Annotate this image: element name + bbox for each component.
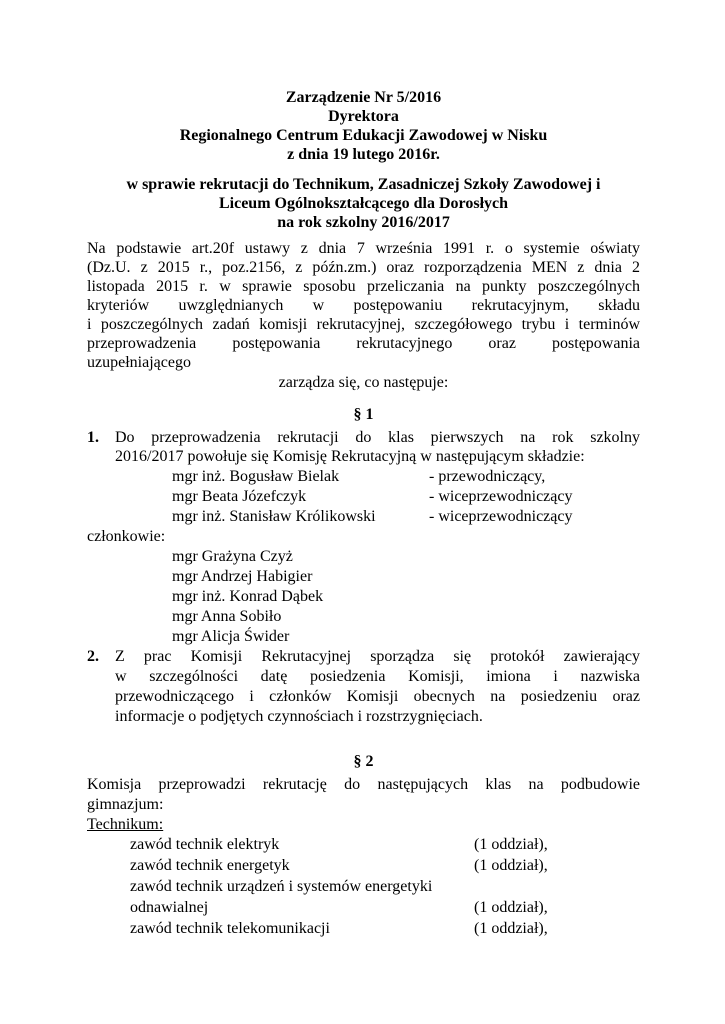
board-member xyxy=(87,467,640,487)
class-count: (1 oddział), xyxy=(474,836,548,853)
document-page xyxy=(87,0,640,940)
board-member-name: mgr inż. Bogusław Bielak xyxy=(172,468,340,485)
board-member xyxy=(87,487,640,507)
intro-line: uzupełniającego xyxy=(87,354,191,371)
item-line: Do przeprowadzenia rekrutacji do klas pierwszych na rok szkolny xyxy=(115,429,640,446)
class-name: zawód technik telekomunikacji xyxy=(130,920,330,937)
school-type-label: Technikum: xyxy=(87,816,164,833)
document-subject xyxy=(87,175,640,232)
item-line: informacje o podjętych czynnościach i rozstrzygnięciach. xyxy=(115,708,483,725)
commission-members xyxy=(87,547,640,647)
section-2-line: gimnazjum: xyxy=(87,796,164,813)
intro-line: listopada 2015 r. w sprawie sposobu przeliczania na punkty poszczególnych xyxy=(87,278,640,295)
commission-member: mgr Grażyna Czyż xyxy=(172,548,293,565)
board-member-role: - wiceprzewodniczący xyxy=(429,488,573,505)
section-1-item-1 xyxy=(87,428,640,466)
class-name: zawód technik elektryk xyxy=(130,836,280,853)
item-line: w szczególności datę posiedzenia Komisji, imiona i nazwiska xyxy=(115,668,640,685)
class-entry xyxy=(87,877,640,898)
section-2-title: § 2 xyxy=(353,753,374,770)
section-2-intro xyxy=(87,775,640,815)
section-2-line: Komisja przeprowadzi rekrutację do następujących klas na podbudowie xyxy=(87,776,640,793)
document-header xyxy=(87,88,640,164)
class-name: zawód technik urządzeń i systemów energetyki xyxy=(130,878,433,895)
board-member-role: - wiceprzewodniczący xyxy=(429,508,573,525)
item-line: 2016/2017 powołuje się Komisję Rekrutacyjną w następującym składzie: xyxy=(115,448,585,465)
intro-line: (Dz.U. z 2015 r., poz.2156, z późn.zm.) oraz rozporządzenia MEN z dnia 2 xyxy=(87,259,640,276)
section-1-item-2 xyxy=(87,647,640,727)
class-name: zawód technik energetyk xyxy=(130,857,290,874)
intro-line: przeprowadzenia postępowania rekrutacyjnego oraz postępowania xyxy=(87,335,640,352)
members-label: członkowie: xyxy=(87,528,166,545)
class-entry xyxy=(87,919,640,940)
item-number: 1. xyxy=(87,429,99,446)
class-name: odnawialnej xyxy=(130,899,209,916)
class-entry xyxy=(87,856,640,877)
item-line: przewodniczącego i członków Komisji obecnych na posiedzeniu oraz xyxy=(115,688,640,705)
subject-line-1: w sprawie rekrutacji do Technikum, Zasadniczej Szkoły Zawodowej i xyxy=(126,176,601,193)
board-member-name: mgr Beata Józefczyk xyxy=(172,488,307,505)
commission-member: mgr Andrzej Habigier xyxy=(172,568,313,585)
commission-board xyxy=(87,467,640,527)
item-line: Z prac Komisji Rekrutacyjnej sporządza się protokół zawierający xyxy=(115,648,640,665)
issuer-title: Dyrektora xyxy=(328,108,399,125)
commission-member: mgr inż. Konrad Dąbek xyxy=(172,588,324,605)
decree-number: Zarządzenie Nr 5/2016 xyxy=(285,89,442,106)
subject-line-3: na rok szkolny 2016/2017 xyxy=(277,214,450,231)
class-entry xyxy=(87,898,640,919)
institution-name: Regionalnego Centrum Edukacji Zawodowej w Nisku xyxy=(179,127,548,144)
legal-basis-paragraph xyxy=(87,239,640,372)
intro-line: kryteriów uwzględnianych w postępowaniu rekrutacyjnym, składu xyxy=(87,297,640,314)
intro-line: i poszczególnych zadań komisji rekrutacyjnej, szczegółowego trybu i terminów xyxy=(87,316,640,333)
class-count: (1 oddział), xyxy=(474,920,548,937)
commission-member: mgr Alicja Świder xyxy=(172,628,290,645)
decree-date: z dnia 19 lutego 2016r. xyxy=(287,146,440,163)
board-member-role: - przewodniczący, xyxy=(429,468,546,485)
decree-statement: zarządza się, co następuje: xyxy=(278,374,449,391)
class-entry xyxy=(87,835,640,856)
commission-member: mgr Anna Sobiło xyxy=(172,608,282,625)
class-count: (1 oddział), xyxy=(474,857,548,874)
intro-line: Na podstawie art.20f ustawy z dnia 7 września 1991 r. o systemie oświaty xyxy=(87,240,640,257)
item-number: 2. xyxy=(87,648,99,665)
section-1-title: § 1 xyxy=(353,406,374,423)
board-member xyxy=(87,507,640,527)
class-count: (1 oddział), xyxy=(474,899,548,916)
subject-line-2: Liceum Ogólnokształcącego dla Dorosłych xyxy=(218,195,509,212)
class-list xyxy=(87,835,640,940)
board-member-name: mgr inż. Stanisław Królikowski xyxy=(172,508,376,525)
